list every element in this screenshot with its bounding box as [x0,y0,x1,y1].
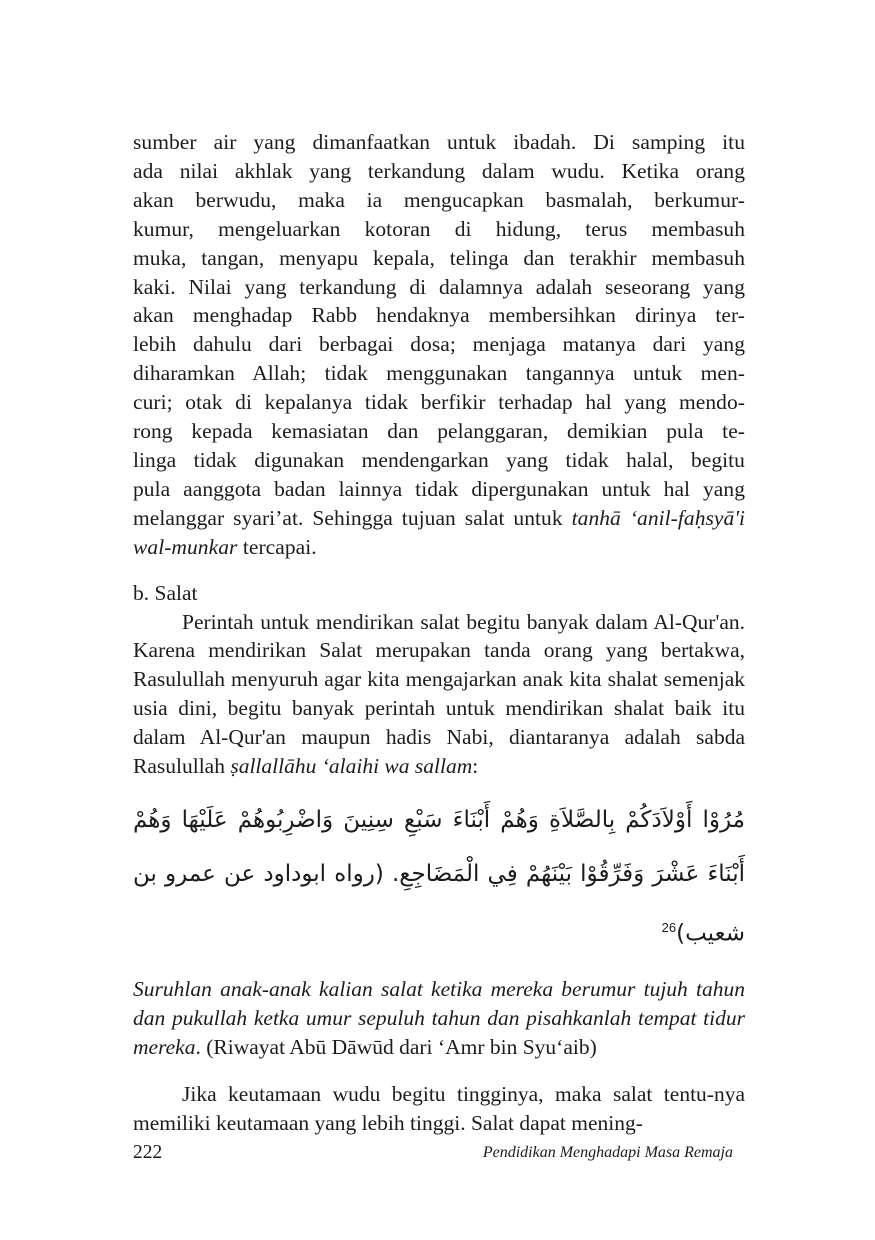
text-line: sumber air yang dimanfaatkan untuk ibadah. Di samping itu [133,130,745,154]
paragraph-tail-text: melanggar syari’at. Sehingga tujuan salat untuk [133,505,572,530]
paragraph-tail [133,504,745,562]
section-heading: b. Salat [133,580,198,605]
page-body [133,128,745,1137]
hadith-arabic-block [133,793,745,961]
paragraph-wudu [133,128,745,562]
paragraph-tail-end: tercapai. [237,534,317,559]
text-line: lebih dahulu dari berbagai dosa; menjaga matanya dari yang [133,332,745,357]
arabic-term-italic: tanhā ‘anil-faḥsyā'i wal-munkar [133,505,745,559]
text-line: kumur, mengeluarkan kotoran di hidung, terus membasuh [133,216,745,241]
text-line: pula aanggota badan lainnya tidak dipergunakan untuk hal yang [133,476,745,501]
running-title: Pendidikan Menghadapi Masa Remaja [482,1144,733,1161]
paragraph-salat-end: : [472,754,479,779]
text-line: ada nilai akhlak yang terkandung dalam wudu. Ketika orang [133,158,745,183]
hadith-arabic-text: مُرُوْا أَوْلاَدَكُمْ بِالصَّلاَةِ وَهُمْ أَبْنَاءَ سَبْعِ سِنِينَ وَاضْرِبُوهُمْ عَلَيْهَا وَهُمْ أَبْنَاءَ عَشْرَ وَفَرِّقُوْا بَيْنَهُمْ فِي الْمَضَاجِعِ. (رواه ابوداود عن عمرو بن شعيب) [133,806,745,947]
text-line: akan menghadap Rabb hendaknya membersihkan dirinya ter- [133,303,745,328]
text-line: curi; otak di kepalanya tidak berfikir terhadap hal yang mendo- [133,390,745,415]
text-line: kaki. Nilai yang terkandung di dalamnya adalah seseorang yang [133,274,745,299]
text-line: muka, tangan, menyapu kepala, telinga dan terakhir membasuh [133,245,745,270]
translation-source: . (Riwayat Abū Dāwūd dari ‘Amr bin Syu‘aib) [195,1034,597,1059]
paragraph-salat-text: Perintah untuk mendirikan salat begitu banyak dalam Al-Qur'an. Karena mendirikan Salat merupakan tanda orang yang bertakwa, Rasulullah menyuruh agar kita mengajarkan anak kita shalat semenjak usia dini, begitu banyak perintah untuk mendirikan shalat baik itu dalam Al-Qur'an maupun hadis Nabi, diantaranya adalah sabda Rasulullah [133,609,745,779]
page-number: 222 [133,1142,163,1163]
paragraph-salat [133,608,745,781]
text-line: diharamkan Allah; tidak menggunakan tangannya untuk men- [133,361,745,386]
footnote-marker: 26 [661,919,677,935]
honorific-italic: ṣallallāhu ‘alaihi wa sallam [230,754,473,779]
page-footer [133,1142,745,1170]
translation-italic: Suruhlan anak-anak kalian salat ketika mereka berumur tujuh tahun dan pukullah ketka umur sepuluh tahun dan pisahkanlah tempat tidur mereka [133,976,745,1059]
text-line: rong kepada kemasiatan dan pelanggaran, demikian pula te- [133,419,745,444]
text-line: linga tidak digunakan mendengarkan yang tidak halal, begitu [133,447,745,472]
hadith-translation [133,975,745,1062]
text-line: akan berwudu, maka ia mengucapkan basmalah, berkumur- [133,187,745,212]
paragraph-closing: Jika keutamaan wudu begitu tingginya, maka salat tentu-nya memiliki keutamaan yang lebih tinggi. Salat dapat mening- [133,1081,745,1135]
